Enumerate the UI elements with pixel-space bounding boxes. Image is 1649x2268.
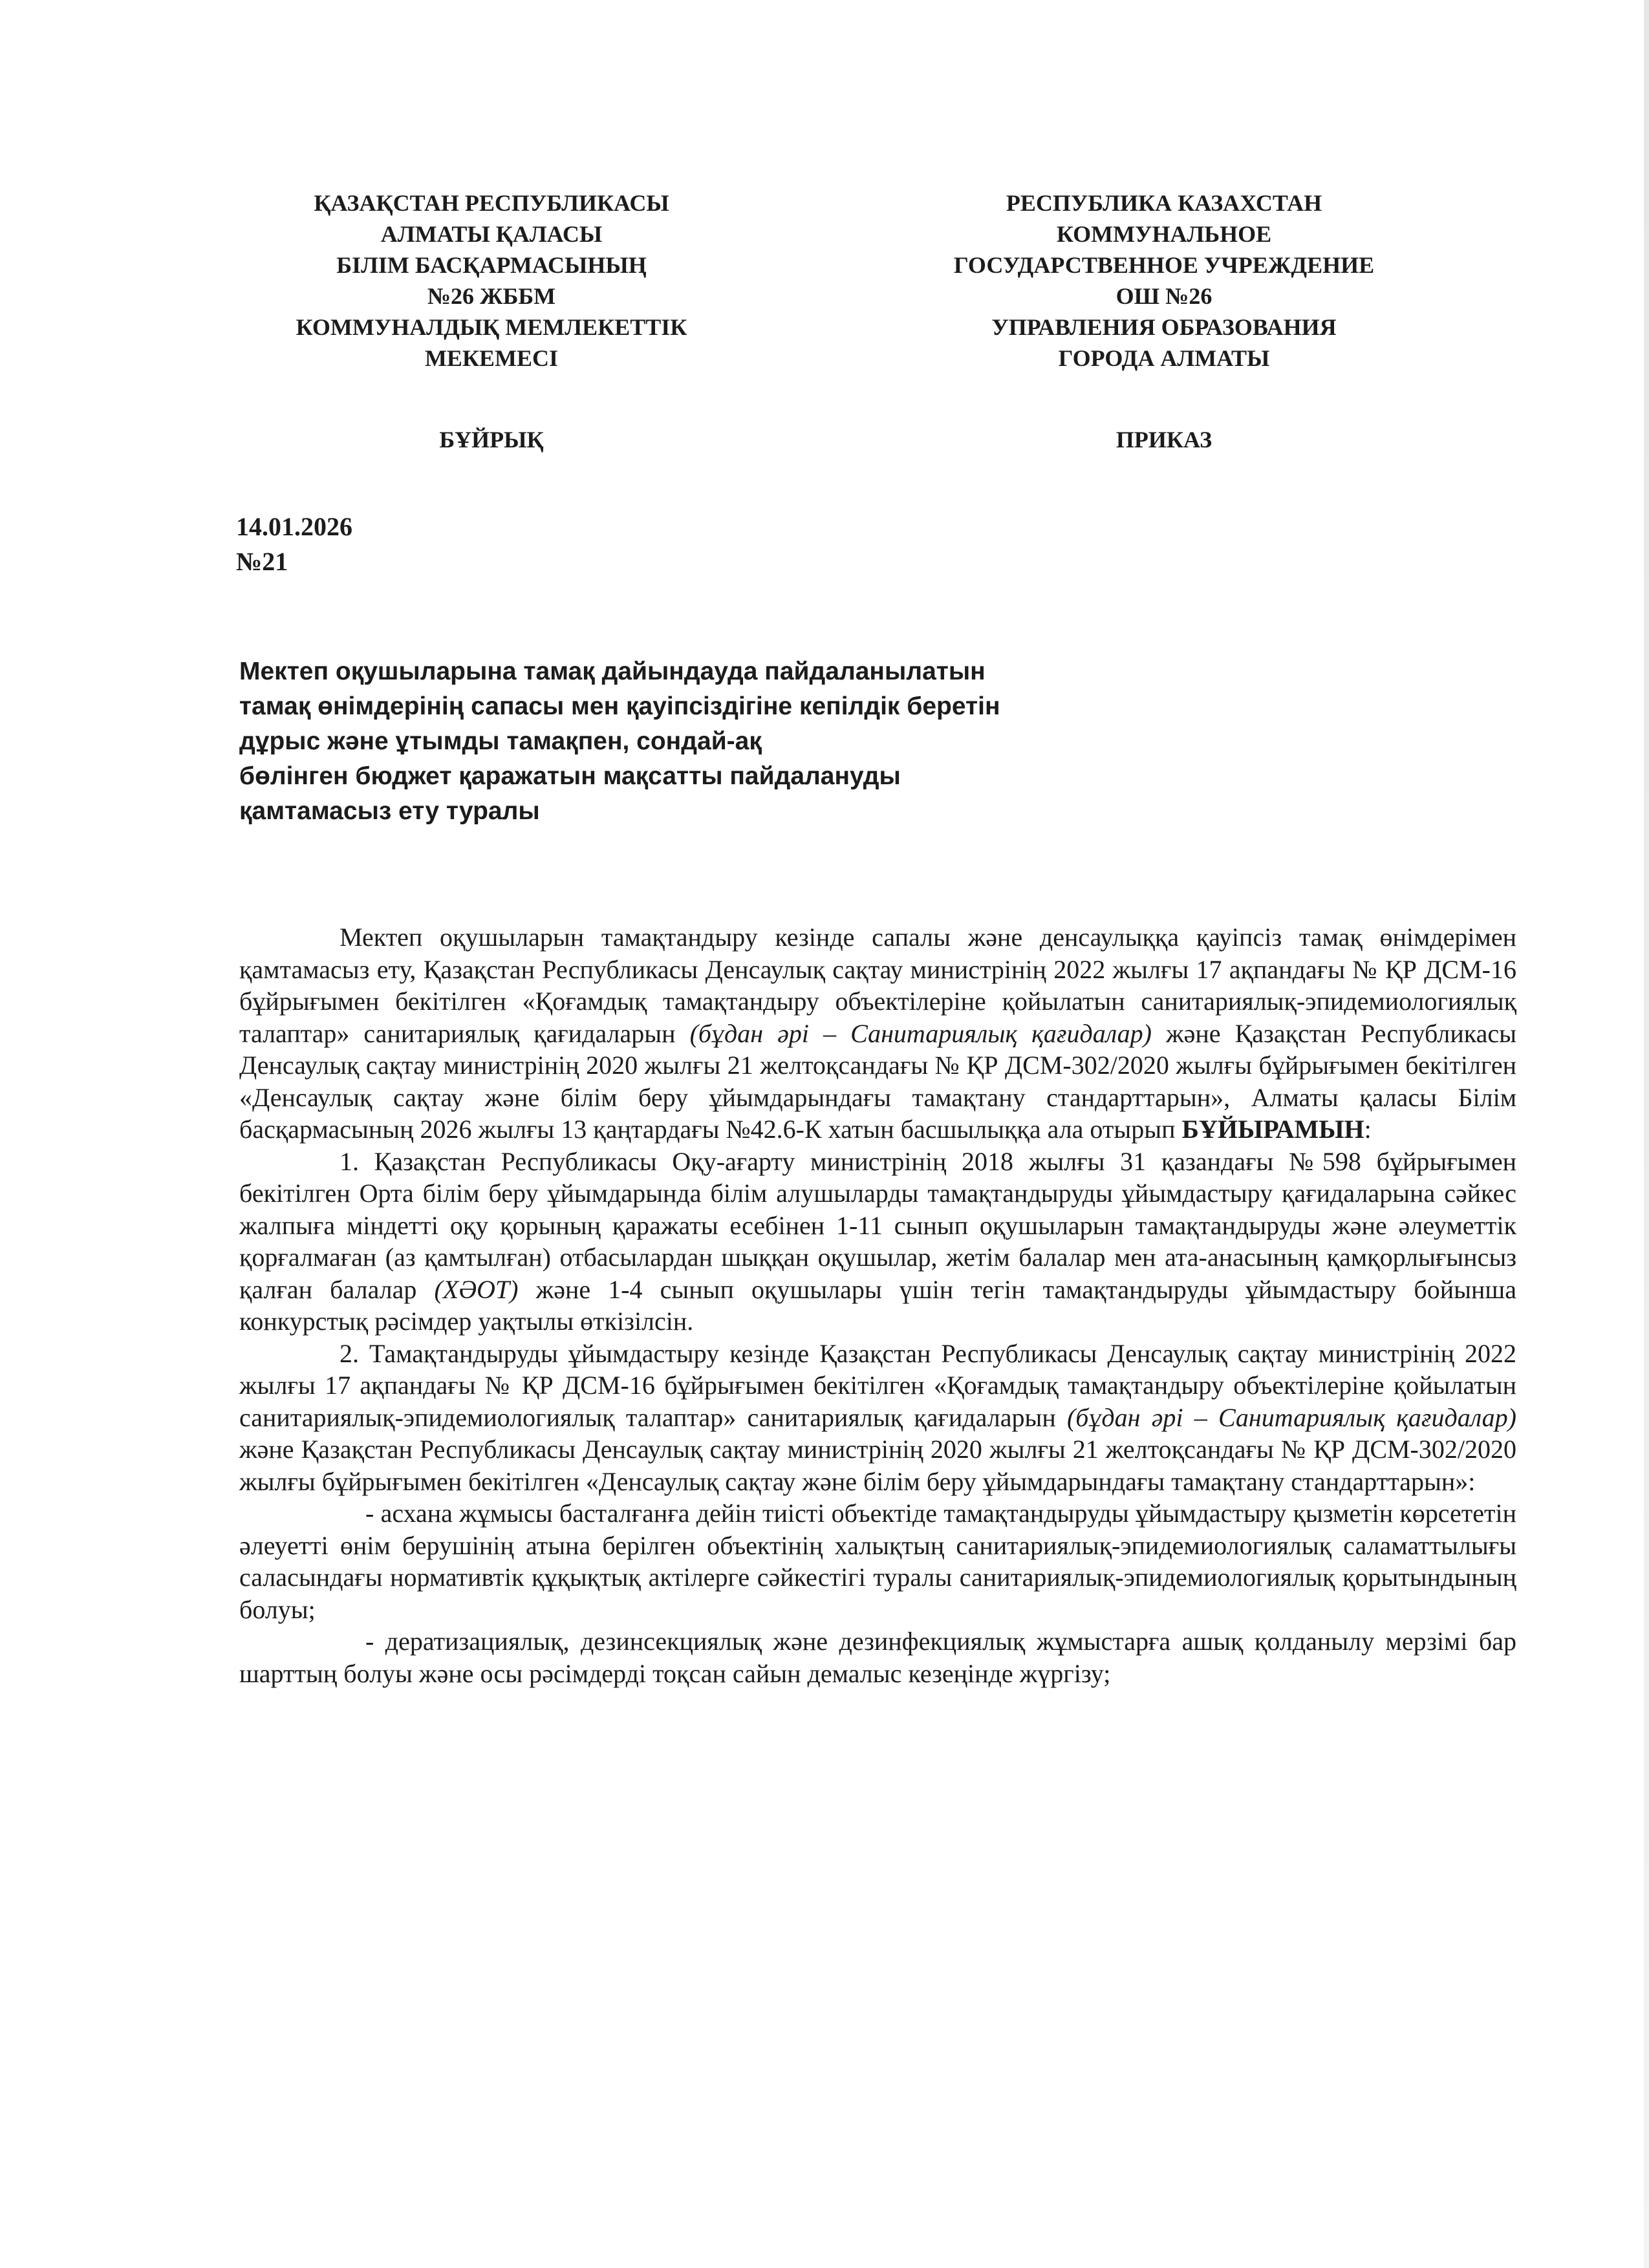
intro-text-b: және Қазақстан Республикасы Денсаулық сақтау министрінің 2020 жылғы 21 желтоқсандағы № ҚР ДСМ-302/2020 жылғы бұйрығымен бекітілген «Денсаулық сақтау және білім беру ұйымдарындағы тамақтану стандарттарын», Алматы қаласы Білім басқармасының 2026 жылғы 13 қаңтардағы №42.6-К хатын басшылыққа ала отырып [239, 1018, 1516, 1144]
order-date: 14.01.2026 [236, 512, 352, 541]
doc-type-ru: ПРИКАЗ [1116, 427, 1212, 453]
item-2-text-b: және Қазақстан Республикасы Денсаулық сақтау министрінің 2020 жылғы 21 желтоқсандағы № ҚР ДСМ-302/2020 жылғы бұйрығымен бекітілген «Денсаулық сақтау және білім беру ұйымдарындағы тамақтану стандарттарын»: [239, 1435, 1516, 1496]
title-line-5: қамтамасыз ету туралы [239, 797, 540, 825]
bullet-2-paragraph: - дератизациялық, дезинсекциялық және дезинфекциялық жұмыстарға ашық қолданылу мерзімі бар шарттың болуы және осы рәсімдерді тоқсан сайын демалыс кезеңінде жүргізу; [239, 1627, 1516, 1688]
scan-edge [1644, 0, 1649, 2268]
title-line-3: дұрыс және ұтымды тамақпен, сондай-ақ [239, 727, 762, 755]
intro-colon: : [1364, 1115, 1372, 1144]
intro-text-a: Мектеп оқушыларын тамақтандыру кезінде сапалы және денсаулыққа қауіпсіз тамақ өнімдерімен қамтамасыз ету, Қазақстан Республикасы Денсаулық сақтау министрінің 2022 жылғы 17 ақпандағы № ҚР ДСМ-16 бұйрығымен бекітілген «Қоғамдық тамақтандыру объектілеріне қойылатын санитариялық-эпидемиологиялық талаптар» санитариялық қағидаларын [239, 923, 1516, 1048]
title-line-2: тамақ өнімдерінің сапасы мен қауіпсіздігіне кепілдік беретін [239, 692, 1000, 720]
intro-order-word: БҰЙЫРАМЫН [1181, 1115, 1364, 1144]
header-kz-line-3: БІЛІМ БАСҚАРМАСЫНЫҢ [336, 252, 647, 278]
header-ru-line-4: ОШ №26 [1116, 283, 1212, 309]
item-1-italic: (ХӘОТ) [434, 1274, 519, 1304]
header-kazakh [207, 187, 776, 455]
item-2-italic: (бұдан әрі – Санитариялық қағидалар) [1066, 1402, 1516, 1432]
header-ru-line-5: УПРАВЛЕНИЯ ОБРАЗОВАНИЯ [991, 314, 1337, 340]
header-kz-line-2: АЛМАТЫ ҚАЛАСЫ [380, 221, 603, 247]
title-line-4: бөлінген бюджет қаражатын мақсатты пайдалануды [239, 762, 901, 790]
doc-type-kz: БҰЙРЫҚ [439, 427, 544, 453]
order-meta [236, 509, 352, 579]
item-1-paragraph [239, 1146, 1516, 1338]
bullet-1-paragraph: - асхана жұмысы басталғанға дейін тиісті объектіде тамақтандыруды ұйымдастыру қызметін көрсететін әлеуетті өнім берушінің атына берілген объектінің халықтың санитариялық-эпидемиологиялық саламаттылығы саласындағы нормативтік құқықтық актілерге сәйкестігі туралы санитариялық-эпидемиологиялық қорытындының болуы; [239, 1499, 1516, 1624]
header-kz-line-1: ҚАЗАҚСТАН РЕСПУБЛИКАСЫ [314, 190, 669, 216]
item-1-text-a: 1. Қазақстан Республикасы Оқу-ағарту министрінің 2018 жылғы 31 қазандағы №598 бұйрығымен бекітілген Орта білім беру ұйымдарында білім алушыларды тамақтандыруды ұйымдастыру қағидаларына сәйкес жалпыға міндетті оқу қорының қаражаты есебінен 1-11 сынып оқушыларын тамақтандыруды және әлеуметтік қорғалмаған (аз қамтылған) отбасылардан шыққан оқушылар, жетім балалар мен ата-анасының қамқорлығынсыз қалған балалар [239, 1146, 1516, 1304]
item-1-text-b: және 1-4 сынып оқушылары үшін тегін тамақтандыруды ұйымдастыру бойынша конкурстық рәсімдер уақтылы өткізілсін. [239, 1274, 1516, 1336]
header-kz-line-4: №26 ЖББМ [427, 283, 556, 309]
header-ru-line-1: РЕСПУБЛИКА КАЗАХСТАН [1006, 190, 1322, 216]
intro-paragraph [239, 921, 1516, 1146]
order-body [239, 921, 1516, 1689]
header-ru-line-6: ГОРОДА АЛМАТЫ [1058, 345, 1270, 371]
item-2-text-a: 2. Тамақтандыруды ұйымдастыру кезінде Қазақстан Республикасы Денсаулық сақтау министрінің 2022 жылғы 17 ақпандағы № ҚР ДСМ-16 бұйрығымен бекітілген «Қоғамдық тамақтандыру объектілеріне қойылатын санитариялық-эпидемиологиялық талаптар» санитариялық қағидаларын [239, 1338, 1516, 1432]
title-line-1: Мектеп оқушыларына тамақ дайындауда пайдаланылатын [239, 658, 986, 685]
header-kz-line-5: КОММУНАЛДЫҚ МЕМЛЕКЕТТІК [296, 314, 687, 340]
order-title [239, 654, 1209, 829]
header-russian [873, 187, 1455, 455]
order-number: №21 [236, 547, 288, 576]
item-2-paragraph [239, 1338, 1516, 1498]
header-kz-line-6: МЕКЕМЕСІ [424, 345, 559, 371]
header-ru-line-2: КОММУНАЛЬНОЕ [1056, 221, 1272, 247]
intro-italic: (бұдан әрі – Санитариялық қағидалар) [689, 1018, 1152, 1048]
header-ru-line-3: ГОСУДАРСТВЕННОЕ УЧРЕЖДЕНИЕ [953, 252, 1375, 278]
